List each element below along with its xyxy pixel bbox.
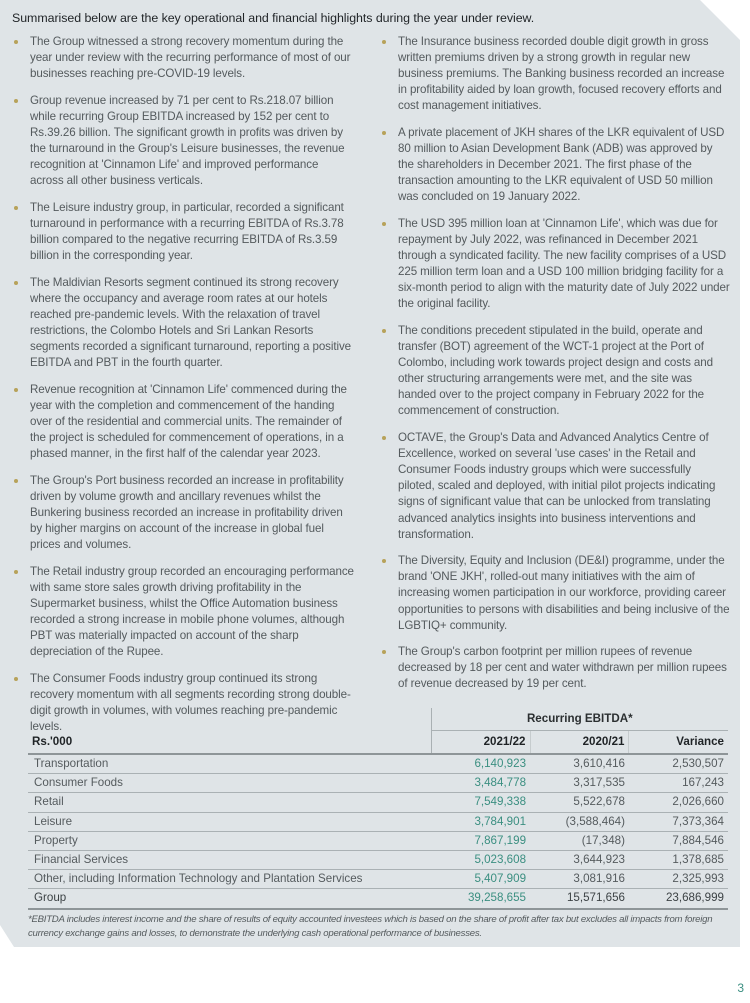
bullet-icon — [382, 650, 386, 654]
cell-2020-21: 15,571,656 — [530, 889, 629, 909]
cell-2021-22: 3,484,778 — [431, 774, 530, 793]
bullet-text: The USD 395 million loan at 'Cinnamon Life', which was due for repayment by July 2022, was refinanced in December 2021 through a syndicated facility. The new facility comprises of a USD 225 million term loan and a USD 100 million bridging facility for a six-month period to align with the maturity date of July 2022 under the original facility. — [398, 216, 730, 311]
list-item — [12, 473, 354, 553]
column-header: Variance — [629, 731, 728, 755]
bullet-text: Group revenue increased by 71 per cent to Rs.218.07 billion while recurring Group EBITDA increased by 152 per cent to Rs.39.26 billion. The significant growth in profits was driven by the turnaround in the Group's Leisure businesses, the revenue recognition at 'Cinnamon Life' and improved performance across all other business verticals. — [30, 93, 345, 188]
bullet-text: The Group witnessed a strong recovery momentum during the year under review with the recurring performance of most of our businesses reaching pre-COVID-19 levels. — [30, 35, 351, 81]
bullet-icon — [14, 281, 18, 285]
cell-2020-21: (17,348) — [530, 831, 629, 850]
cell-variance: 23,686,999 — [629, 889, 728, 909]
cell-variance: 2,026,660 — [629, 793, 728, 812]
table-row — [28, 793, 728, 812]
cell-2021-22: 39,258,655 — [431, 889, 530, 909]
bullet-icon — [382, 40, 386, 44]
row-label: Property — [28, 831, 431, 850]
cell-2021-22: 7,867,199 — [431, 831, 530, 850]
list-item — [380, 216, 730, 313]
bullet-icon — [14, 570, 18, 574]
cell-2021-22: 5,023,608 — [431, 851, 530, 870]
cell-variance: 167,243 — [629, 774, 728, 793]
page-number: 3 — [737, 981, 744, 995]
list-item — [380, 430, 730, 543]
table-row — [28, 754, 728, 774]
bullet-icon — [382, 131, 386, 135]
list-item — [380, 34, 730, 114]
right-bullet-list — [380, 34, 730, 703]
table-row — [28, 831, 728, 850]
table-group-header: Recurring EBITDA* — [431, 708, 728, 731]
row-label: Other, including Information Technology and Plantation Services — [28, 870, 431, 889]
footnote: *EBITDA includes interest income and the share of results of equity accounted investees which is based on the share of profit after tax but excludes all impacts from foreign currency exchange gains and losses, to demonstrate the underlying cash operational performance of businesses. — [28, 914, 713, 939]
bullet-icon — [14, 388, 18, 392]
bullet-text: The Insurance business recorded double digit growth in gross written premiums driven by a strong growth in regular new business premiums. The Banking business recorded an increase in profitability aided by loan growth, focused recovery efforts and cost management initiatives. — [398, 35, 725, 113]
bullet-icon — [14, 479, 18, 483]
table-header-row — [28, 731, 728, 755]
bullet-text: The Group's carbon footprint per million rupees of revenue decreased by 18 per cent and water withdrawn per million rupees of revenue decreased by 19 per cent. — [398, 645, 727, 691]
bullet-text: OCTAVE, the Group's Data and Advanced Analytics Centre of Excellence, worked on several 'use cases' in the Retail and Consumer Foods industry groups which were successfully piloted, scaled and deployed, with initial pilot projects indicating signs of significant value that can be unlocked from translating advanced analytics insights into business interventions and transformation. — [398, 431, 716, 541]
bullet-icon — [382, 436, 386, 440]
row-label: Transportation — [28, 754, 431, 774]
bullet-text: The Leisure industry group, in particular, recorded a significant turnaround in performance with a recurring EBITDA of Rs.3.78 billion compared to the negative recurring EBITDA of Rs.3.59 billion in the corresponding year. — [30, 200, 344, 263]
list-item — [380, 644, 730, 692]
cell-variance: 7,373,364 — [629, 812, 728, 831]
bullet-text: The Diversity, Equity and Inclusion (DE&I) programme, under the brand 'ONE JKH', rolled-out many initiatives with the aim of increasing women participation in our workforce, providing career opportunities to persons with disabilities and being inclusive of the LGBTIQ+ community. — [398, 554, 730, 632]
cell-2020-21: 3,081,916 — [530, 870, 629, 889]
bullet-icon — [382, 222, 386, 226]
table-row — [28, 851, 728, 870]
cell-2021-22: 5,407,909 — [431, 870, 530, 889]
list-item — [12, 564, 354, 661]
row-label: Financial Services — [28, 851, 431, 870]
cell-variance: 2,530,507 — [629, 754, 728, 774]
cell-2020-21: 3,317,535 — [530, 774, 629, 793]
bullet-text: The Group's Port business recorded an increase in profitability driven by volume growth and ancillary revenues whilst the Bunkering business recorded an increase in profitability driven by higher margins on account of the increase in global fuel prices and volumes. — [30, 473, 344, 552]
cell-2021-22: 6,140,923 — [431, 754, 530, 774]
row-label: Leisure — [28, 812, 431, 831]
list-item — [12, 382, 354, 462]
bullet-text: A private placement of JKH shares of the LKR equivalent of USD 80 million to Asian Development Bank (ADB) was approved by the shareholders in December 2021. The first phase of the transaction amounting to the LKR equivalent of USD 50 million was concluded on 19 January 2022. — [398, 125, 725, 204]
cell-variance: 2,325,993 — [629, 870, 728, 889]
bullet-text: Revenue recognition at 'Cinnamon Life' commenced during the year with the completion and commencement of the handing over of the residential and commercial units. The remainder of the project is scheduled for commencement of operations, in a phased manner, in the first half of the calendar year 2023. — [30, 382, 347, 461]
cell-2020-21: 3,610,416 — [530, 754, 629, 774]
bullet-icon — [14, 40, 18, 44]
list-item — [12, 200, 354, 264]
list-item — [12, 275, 354, 372]
row-label: Consumer Foods — [28, 774, 431, 793]
bullet-icon — [14, 206, 18, 210]
table-group-header-row — [28, 708, 728, 731]
column-header: 2020/21 — [530, 731, 629, 755]
bullet-icon — [382, 559, 386, 563]
row-label: Group — [28, 889, 431, 909]
list-item — [12, 34, 354, 82]
left-bullet-list — [12, 34, 354, 746]
bullet-text: The conditions precedent stipulated in the build, operate and transfer (BOT) agreement of the WCT-1 project at the Port of Colombo, including work towards project design and costs and other structuring arrangements were met, and the site was handed over to the project company in February 2022 for the commencement of construction. — [398, 324, 713, 418]
list-item — [380, 323, 730, 420]
column-header: 2021/22 — [431, 731, 530, 755]
cell-variance: 1,378,685 — [629, 851, 728, 870]
bullet-text: The Retail industry group recorded an encouraging performance with same store sales growth driving profitability in the Supermarket business, whilst the Office Automation business recorded a strong increase in mobile phone volumes, although PBT was materially impacted on account of the sharp depreciation of the Rupee. — [30, 564, 354, 659]
list-item — [12, 93, 354, 190]
cell-2021-22: 7,549,338 — [431, 793, 530, 812]
bullet-icon — [14, 99, 18, 103]
bullet-text: The Consumer Foods industry group continued its strong recovery momentum with all segments recording strong double-digit growth in volumes, with volumes reaching pre-pandemic levels. — [30, 671, 351, 734]
row-label: Retail — [28, 793, 431, 812]
bullet-text: The Maldivian Resorts segment continued its strong recovery where the occupancy and average room rates at our hotels reached pre-pandemic levels. With the relaxation of travel restrictions, the Colombo Hotels and Sri Lankan Resorts segments recorded a significant turnaround, reporting a positive EBITDA and PBT in the fourth quarter. — [30, 275, 351, 370]
cell-variance: 7,884,546 — [629, 831, 728, 850]
cell-2020-21: (3,588,464) — [530, 812, 629, 831]
cell-2021-22: 3,784,901 — [431, 812, 530, 831]
cell-2020-21: 3,644,923 — [530, 851, 629, 870]
recurring-ebitda-table — [28, 708, 728, 910]
table-total-row — [28, 889, 728, 909]
table-row — [28, 774, 728, 793]
list-item — [380, 553, 730, 633]
table-header-blank — [28, 708, 431, 731]
bullet-icon — [14, 677, 18, 681]
list-item — [380, 125, 730, 205]
intro-heading: Summarised below are the key operational and financial highlights during the year under review. — [12, 11, 535, 25]
table-row — [28, 812, 728, 831]
table-row — [28, 870, 728, 889]
bullet-icon — [382, 329, 386, 333]
cell-2020-21: 5,522,678 — [530, 793, 629, 812]
unit-label: Rs.'000 — [28, 731, 431, 755]
